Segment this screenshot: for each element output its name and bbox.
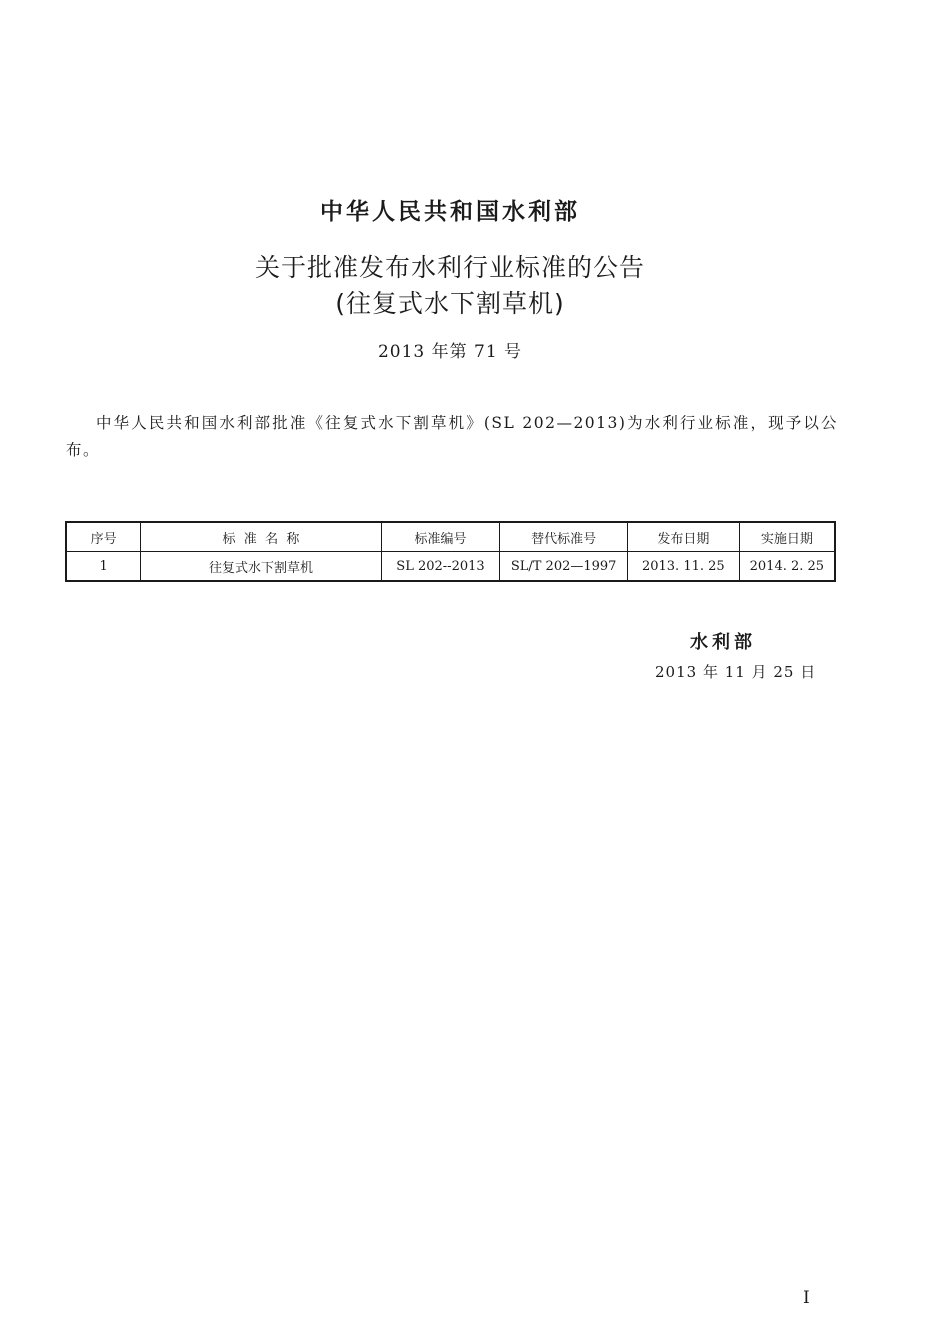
- announcement-title: 关于批准发布水利行业标准的公告: [254, 253, 645, 282]
- col-header-seq: 序号: [66, 522, 141, 552]
- table-row: [66, 552, 835, 582]
- signature-date: 2013 年 11 月 25 日: [655, 663, 817, 681]
- announcement-body: 中华人民共和国水利部批准《往复式水下割草机》(SL 202—2013)为水利行业标准，现予以公布。: [66, 414, 838, 459]
- cell-code: SL 202--2013: [381, 552, 500, 582]
- cell-seq: 1: [66, 552, 141, 582]
- standards-table: [65, 521, 836, 582]
- col-header-release-date: 发布日期: [627, 522, 739, 552]
- cell-release-date: 2013. 11. 25: [627, 552, 739, 582]
- col-header-replaced: 替代标准号: [500, 522, 628, 552]
- cell-name: 往复式水下割草机: [141, 552, 381, 582]
- issuing-authority: 中华人民共和国水利部: [320, 199, 580, 225]
- table-header-row: [66, 522, 835, 552]
- announcement-number: 2013 年第 71 号: [377, 342, 523, 362]
- cell-replaced: SL/T 202—1997: [500, 552, 628, 582]
- page-number: I: [803, 1288, 810, 1308]
- col-header-code: 标准编号: [381, 522, 500, 552]
- col-header-name: 标 准 名 称: [141, 522, 381, 552]
- announcement-subtitle: (往复式水下割草机): [335, 289, 565, 318]
- signature-organization: 水利部: [690, 632, 756, 653]
- cell-effective-date: 2014. 2. 25: [739, 552, 835, 582]
- col-header-effective-date: 实施日期: [739, 522, 835, 552]
